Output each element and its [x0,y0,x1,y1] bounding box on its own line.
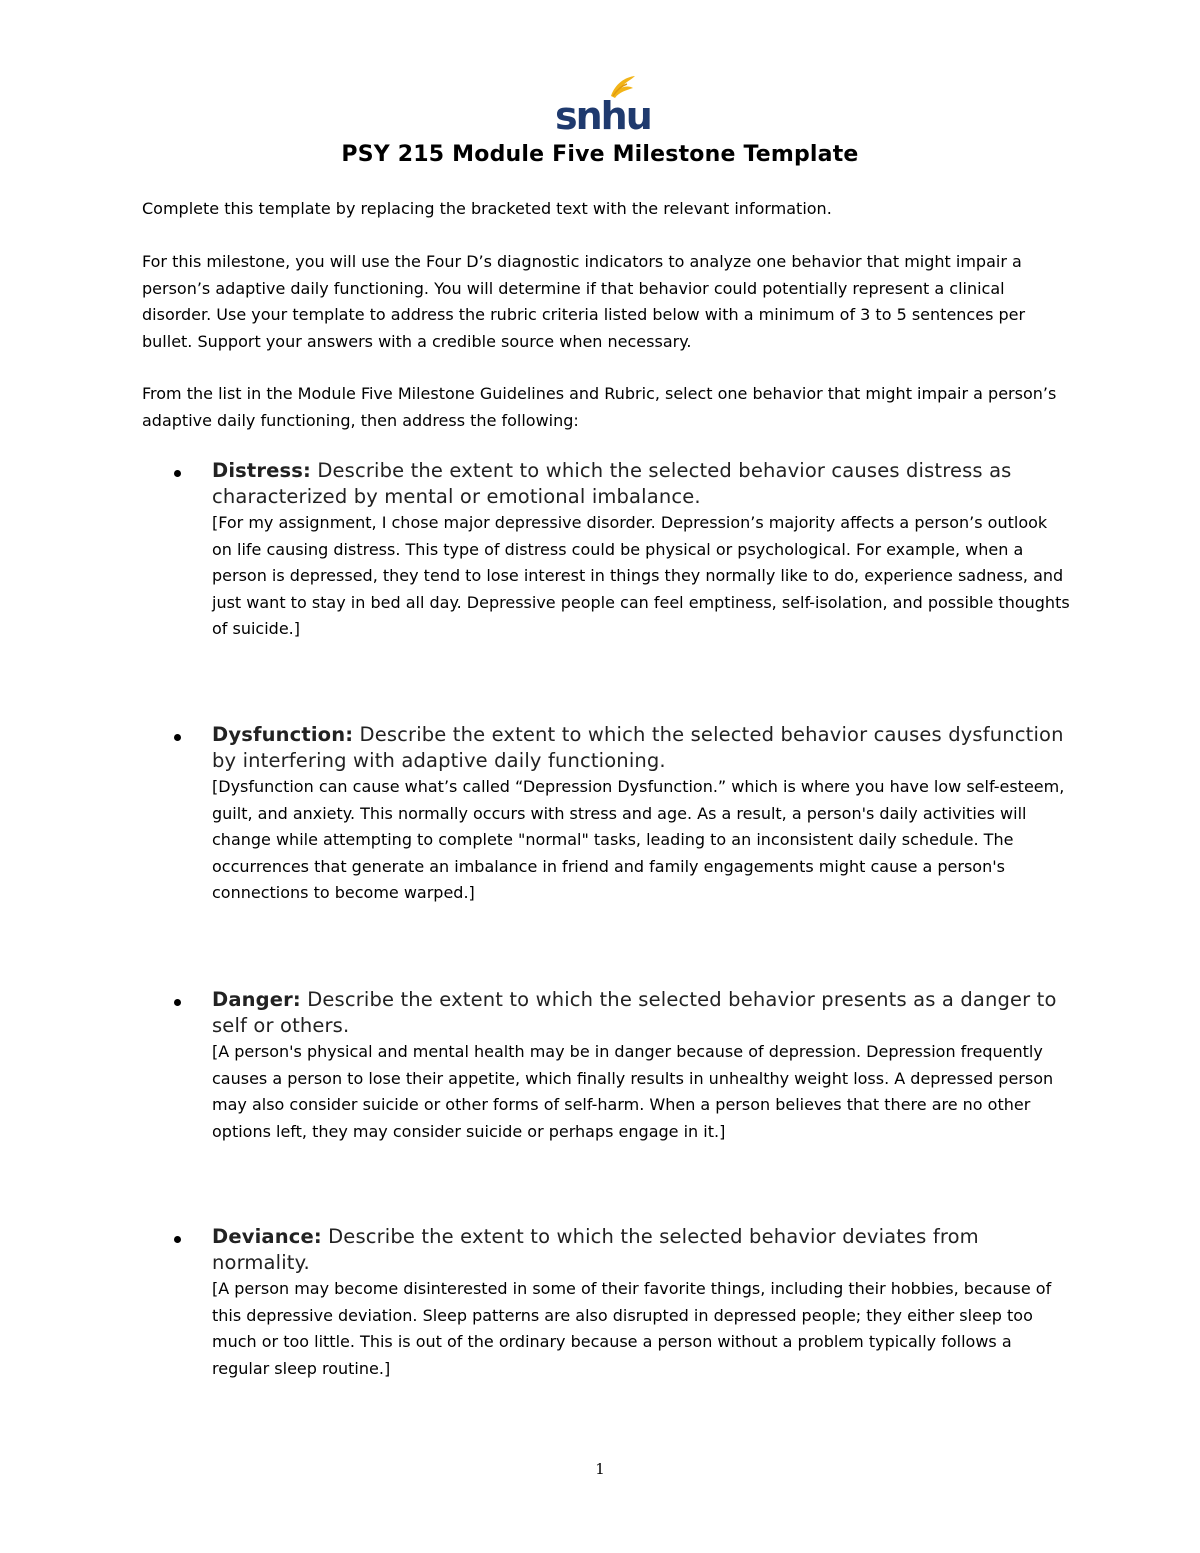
bullet-prompt: Describe the extent to which the selected behavior causes distress as characterized by mental or emotional imbalance. [212,459,1012,508]
bullet-dysfunction [142,722,1072,923]
selection-prompt: From the list in the Module Five Milestone Guidelines and Rubric, select one behavior that might impair a person’s adaptive daily functioning, then address the following: [142,384,1057,430]
document-title: PSY 215 Module Five Milestone Template [341,142,859,167]
bullet-answer: [For my assignment, I chose major depressive disorder. Depression’s majority affects a person’s outlook on life causing distress. This type of distress could be physical or psychological. For example, when a person is depressed, they tend to lose interest in things they normally like to do, experience sadness, and just want to stay in bed all day. Depressive people can feel emptiness, self-isolation, and possible thoughts of suicide.] [212,513,1070,638]
bullet-heading [212,1224,1072,1276]
snhu-logo [555,74,651,138]
bullet-label: Deviance: [212,1225,322,1248]
page-number: 1 [595,1460,605,1478]
bullet-icon [174,1236,181,1243]
bullet-prompt: Describe the extent to which the selected behavior causes dysfunction by interfering with adaptive daily functioning. [212,723,1064,772]
svg-text:snhu: snhu [555,94,651,138]
bullet-answer: [A person may become disinterested in some of their favorite things, including their hobbies, because of this depressive deviation. Sleep patterns are also disrupted in depressed people; they either sleep too much or too little. This is out of the ordinary because a person without a problem typically follows a regular sleep routine.] [212,1279,1052,1378]
bullet-prompt: Describe the extent to which the selected behavior presents as a danger to self or others. [212,988,1057,1037]
bullet-answer: [A person's physical and mental health may be in danger because of depression. Depression frequently causes a person to lose their appetite, which finally results in unhealthy weight loss. A depressed person may also consider suicide or other forms of self-harm. When a person believes that there are no other options left, they may consider suicide or perhaps engage in it.] [212,1042,1054,1141]
bullet-label: Dysfunction: [212,723,354,746]
bullet-label: Distress: [212,459,312,482]
instructions-text: Complete this template by replacing the bracketed text with the relevant information. [142,199,832,218]
bullet-deviance [142,1224,1072,1398]
bullet-heading [212,987,1072,1039]
bullet-distress [142,458,1072,659]
bullet-answer: [Dysfunction can cause what’s called “Depression Dysfunction.” which is where you have low self-esteem, guilt, and anxiety. This normally occurs with stress and age. As a result, a person's daily activities will change while attempting to complete "normal" tasks, leading to an inconsistent daily schedule. The occurrences that generate an imbalance in friend and family engagements might cause a person's connections to become warped.] [212,777,1065,902]
bullet-icon [174,999,181,1006]
bullet-label: Danger: [212,988,301,1011]
milestone-description: For this milestone, you will use the Four D’s diagnostic indicators to analyze one behavior that might impair a person’s adaptive daily functioning. You will determine if that behavior could potentially represent a clinical disorder. Use your template to address the rubric criteria listed below with a minimum of 3 to 5 sentences per bullet. Support your answers with a credible source when necessary. [142,252,1026,351]
bullet-danger [142,987,1072,1161]
bullet-icon [174,470,181,477]
bullet-icon [174,734,181,741]
bullet-heading [212,458,1072,510]
bullet-prompt: Describe the extent to which the selected behavior deviates from normality. [212,1225,979,1274]
bullet-heading [212,722,1072,774]
